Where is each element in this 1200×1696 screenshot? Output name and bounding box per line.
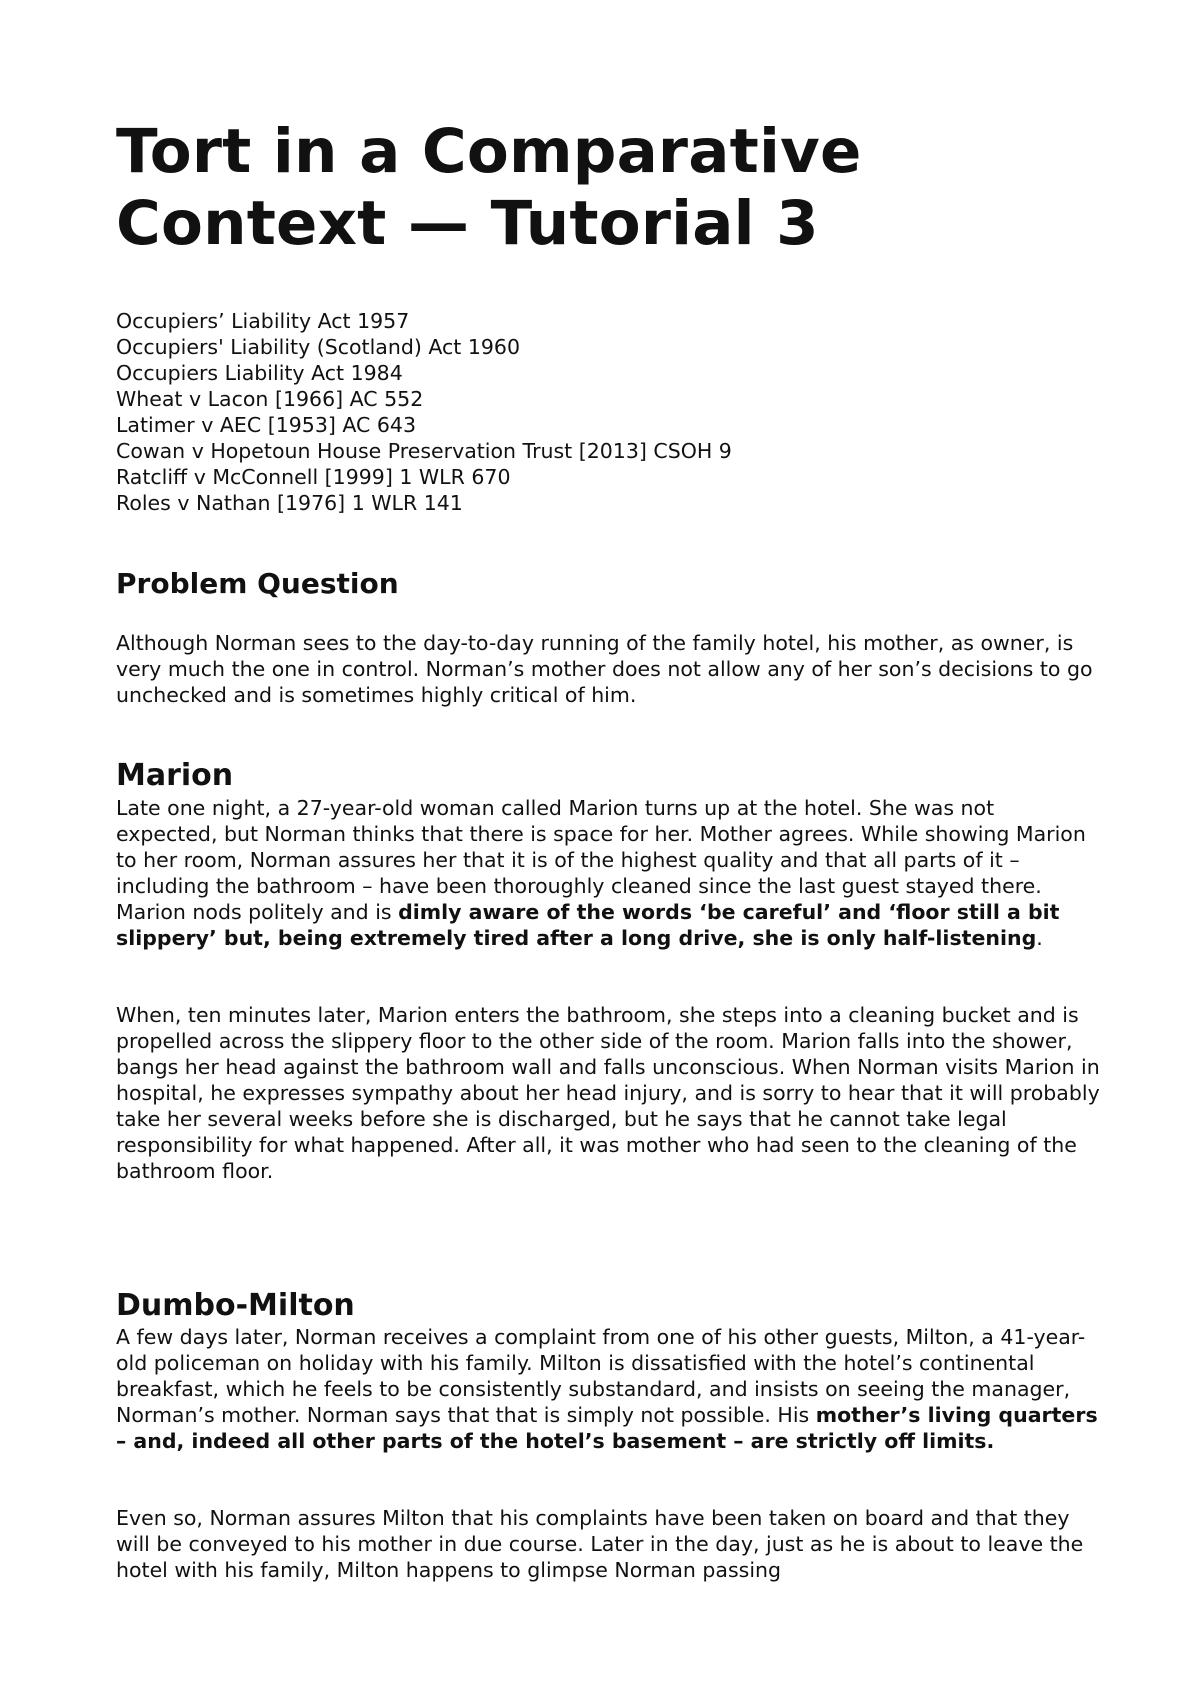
title-line-2: Context — Tutorial 3 — [116, 188, 819, 259]
marion-p1-text: Late one night, a 27-year-old woman called Marion turns up at the hotel. She was not expected, but Norman thinks that there is space for her. Mother agrees. While showing Marion to her room, Norman assures her that it is of the highest quality and that all parts of it – including the bathroom – have been thoroughly cleaned since the last guest stayed there. Marion nods politely and is — [116, 796, 1086, 924]
reference-item: Cowan v Hopetoun House Preservation Trust [2013] CSOH 9 — [116, 439, 732, 463]
reference-item: Occupiers' Liability (Scotland) Act 1960 — [116, 335, 521, 359]
milton-p1-text: A few days later, Norman receives a complaint from one of his other guests, Milton, a 41-year-old policeman on holiday with his family. Milton is dissatisfied with the hotel’s continental breakfast, which he feels to be consistently substandard, and insists on seeing the manager, Norman’s mother. Norman says that that is simply not possible. His — [116, 1325, 1086, 1427]
reference-item: Ratcliff v McConnell [1999] 1 WLR 670 — [116, 465, 511, 489]
reference-list — [116, 308, 732, 516]
marion-paragraph-1 — [116, 795, 1101, 951]
reference-item: Occupiers’ Liability Act 1957 — [116, 309, 410, 333]
marion-paragraph-2: When, ten minutes later, Marion enters the bathroom, she steps into a cleaning bucket and is propelled across the slippery floor to the other side of the room. Marion falls into the shower, bangs her head against the bathroom wall and falls unconscious. When Norman visits Marion in hospital, he expresses sympathy about her head injury, and is sorry to hear that it will probably take her several weeks before she is discharged, but he says that he cannot take legal responsibility for what happened. After all, it was mother who had seen to the cleaning of the bathroom floor. — [116, 1003, 1100, 1183]
reference-item: Occupiers Liability Act 1984 — [116, 361, 403, 385]
problem-intro-paragraph: Although Norman sees to the day-to-day running of the family hotel, his mother, as owner, is very much the one in control. Norman’s mother does not allow any of her son’s decisions to go unchecked and is sometimes highly critical of him. — [116, 631, 1093, 707]
problem-question-heading: Problem Question — [116, 567, 399, 600]
milton-paragraph-2: Even so, Norman assures Milton that his complaints have been taken on board and that they will be conveyed to his mother in due course. Later in the day, just as he is about to leave the hotel with his family, Milton happens to glimpse Norman passing — [116, 1506, 1084, 1582]
marion-p1-bold: dimly aware of the words ‘be careful’ and ‘floor still a bit slippery’ but, being extremely tired after a long drive, she is only half-listening — [116, 900, 1060, 950]
marion-p1-end: . — [1036, 926, 1043, 950]
marion-heading: Marion — [116, 758, 234, 793]
dumbo-milton-heading: Dumbo-Milton — [116, 1288, 355, 1323]
title-line-1: Tort in a Comparative — [116, 116, 862, 187]
reference-item: Roles v Nathan [1976] 1 WLR 141 — [116, 491, 463, 515]
milton-paragraph-1 — [116, 1324, 1101, 1454]
milton-p1-bold: mother’s living quarters – and, indeed all other parts of the hotel’s basement – are strictly off limits. — [116, 1403, 1098, 1453]
page-title — [116, 116, 862, 260]
reference-item: Wheat v Lacon [1966] AC 552 — [116, 387, 424, 411]
reference-item: Latimer v AEC [1953] AC 643 — [116, 413, 417, 437]
